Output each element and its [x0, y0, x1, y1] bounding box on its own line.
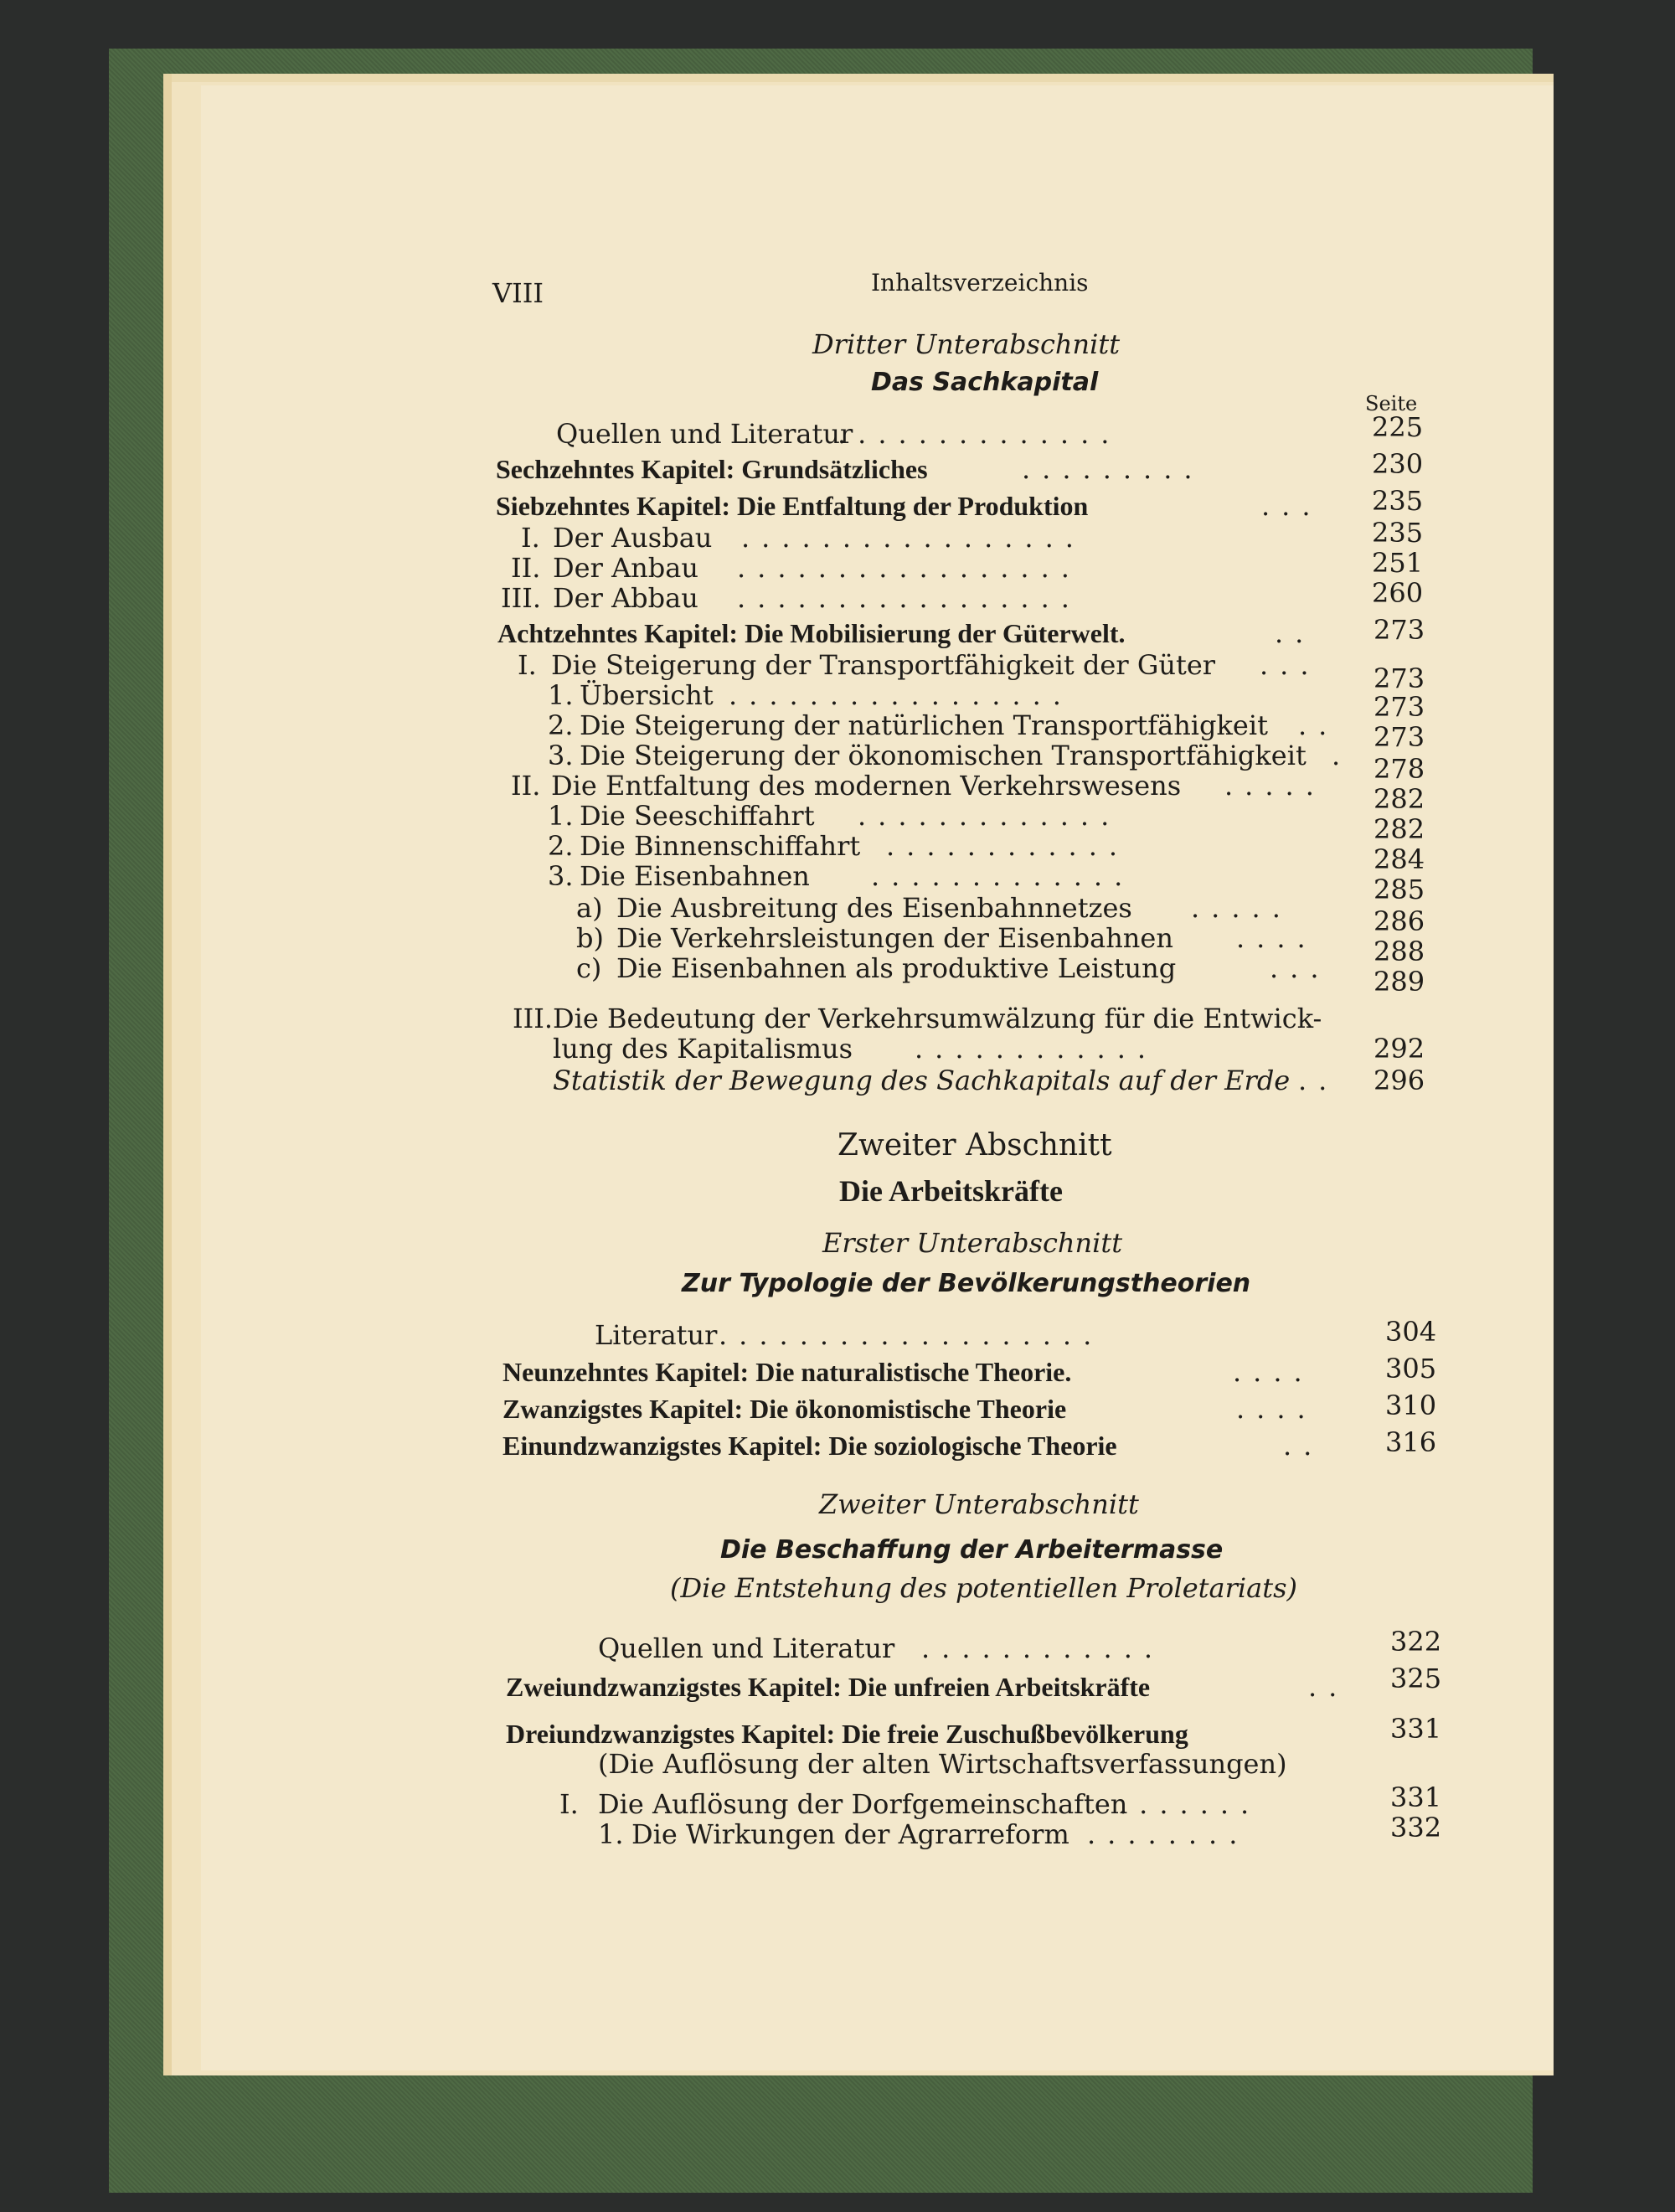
leader-dots: . [1332, 740, 1353, 771]
section-title: Die Arbeitskräfte [839, 1174, 1063, 1208]
leader-dots: ... [1270, 952, 1331, 984]
toc-entry-num: 3. [548, 860, 574, 892]
toc-entry-page: 310 [1385, 1390, 1437, 1421]
leader-dots: ................... [719, 1319, 1104, 1351]
seite-label: Seite [1365, 392, 1418, 415]
toc-entry-num: 2. [548, 709, 574, 741]
toc-chapter-label: Siebzehntes Kapitel: Die Entfaltung der Produktion [496, 491, 1089, 521]
toc-chapter-label: Zwanzigstes Kapitel: Die ökonomistische Theorie [502, 1394, 1067, 1424]
toc-entry-label: (Die Auflösung der alten Wirtschaftsverfassungen) [598, 1748, 1287, 1780]
toc-entry-page: 331 [1390, 1713, 1442, 1745]
toc-entry-num: I. [521, 522, 540, 554]
leader-dots: ..... [1224, 770, 1326, 802]
toc-entry-label: Der Anbau [553, 552, 698, 584]
toc-entry-label: Quellen und Literatur [556, 418, 853, 450]
toc-entry-label: Die Wirkungen der Agrarreform [631, 1818, 1069, 1850]
toc-chapter-label: Achtzehntes Kapitel: Die Mobilisierung der Güterwelt. [497, 618, 1126, 648]
toc-entry-label: Die Steigerung der Transportfähigkeit der Güter [551, 649, 1216, 681]
toc-entry-label: Die Verkehrsleistungen der Eisenbahnen [616, 922, 1173, 954]
toc-entry-page: 292 [1374, 1033, 1425, 1065]
section-subtitle: (Die Entstehung des potentiellen Proletariats) [670, 1572, 1297, 1604]
toc-entry-label: Quellen und Literatur [598, 1632, 895, 1664]
book-page [201, 85, 1554, 2070]
running-title: Inhaltsverzeichnis [871, 269, 1089, 296]
toc-entry-num: III. [513, 1003, 554, 1034]
leader-dots: ............ [915, 1033, 1158, 1065]
toc-entry-label: Die Ausbreitung des Eisenbahnnetzes [616, 892, 1132, 924]
leader-dots: ................. [729, 679, 1073, 711]
leader-dots: ............ [886, 830, 1130, 862]
toc-entry-page: 286 [1374, 905, 1425, 937]
toc-entry-label: Die Steigerung der ökonomischen Transportfähigkeit [580, 740, 1306, 771]
toc-entry-page: 225 [1372, 411, 1424, 443]
leader-dots: ............. [858, 800, 1121, 832]
section-title: Das Sachkapital [871, 368, 1099, 397]
toc-entry-label: Die Auflösung der Dorfgemeinschaften [598, 1788, 1128, 1820]
leader-dots: .. [1275, 617, 1316, 649]
toc-entry-page: 332 [1390, 1812, 1442, 1843]
leader-dots: ................. [737, 582, 1081, 614]
toc-entry-num: III. [501, 582, 542, 614]
toc-entry-page: 304 [1385, 1316, 1437, 1348]
toc-entry-num: 3. [548, 740, 574, 771]
toc-entry-num: 1. [598, 1818, 624, 1850]
leader-dots: ........ [1087, 1818, 1250, 1850]
leader-dots: ................. [741, 522, 1085, 554]
toc-entry-num: 1. [548, 679, 574, 711]
leader-dots: ..... [1191, 892, 1292, 924]
toc-entry-page: 251 [1372, 547, 1424, 579]
toc-entry-num: a) [576, 892, 603, 924]
toc-entry-page: 273 [1374, 691, 1425, 723]
subsection-heading: Dritter Unterabschnitt [812, 328, 1121, 360]
toc-entry-page: 235 [1372, 485, 1424, 517]
toc-entry-page: 235 [1372, 517, 1424, 549]
toc-entry-page: 282 [1374, 783, 1425, 815]
leader-dots: ............. [871, 860, 1135, 892]
leader-dots: ... [1261, 490, 1322, 522]
leader-dots: ......... [1022, 453, 1204, 485]
toc-entry-num: 1. [548, 800, 574, 832]
toc-entry-page: 278 [1374, 753, 1425, 785]
toc-chapter-label: Dreiundzwanzigstes Kapitel: Die freie Zuschußbevölkerung [506, 1719, 1188, 1749]
toc-chapter-label: Zweiundzwanzigstes Kapitel: Die unfreien Arbeitskräfte [506, 1672, 1151, 1702]
toc-chapter-label: Neunzehntes Kapitel: Die naturalistische Theorie. [502, 1357, 1072, 1387]
toc-entry-page: 273 [1374, 614, 1425, 646]
toc-entry-label: Die Bedeutung der Verkehrsumwälzung für die Entwick- [553, 1003, 1322, 1034]
toc-entry-num: b) [576, 922, 604, 954]
toc-entry-page: 325 [1390, 1663, 1442, 1694]
toc-chapter-label: Einundzwanzigstes Kapitel: Die soziologische Theorie [502, 1431, 1117, 1461]
toc-entry-label: Der Ausbau [553, 522, 713, 554]
toc-entry-label: Die Steigerung der natürlichen Transportfähigkeit [580, 709, 1268, 741]
toc-entry-num: 2. [548, 830, 574, 862]
leader-dots: .. [1283, 1430, 1324, 1462]
toc-entry-num: II. [511, 770, 541, 802]
toc-entry-num: I. [518, 649, 537, 681]
leader-dots: .. [1298, 709, 1339, 741]
toc-entry-page: 284 [1374, 843, 1425, 875]
leader-dots: ............ [921, 1632, 1165, 1664]
toc-entry-page: 296 [1374, 1065, 1425, 1096]
leader-dots: ... [1260, 649, 1321, 681]
leader-dots: ................. [737, 552, 1081, 584]
toc-entry-label: Die Entfaltung des modernen Verkehrswesens [551, 770, 1182, 802]
toc-entry-page: 331 [1390, 1781, 1442, 1813]
leader-dots: .. [1308, 1671, 1349, 1703]
toc-entry-page: 273 [1374, 721, 1425, 753]
leader-dots: .... [1236, 922, 1317, 954]
leader-dots: .... [1233, 1356, 1314, 1388]
toc-entry-num: II. [511, 552, 541, 584]
toc-entry-label: Literatur [595, 1319, 718, 1351]
leader-dots: .............. [838, 418, 1121, 450]
toc-entry-label: Die Eisenbahnen als produktive Leistung [616, 952, 1177, 984]
section-heading: Zweiter Abschnitt [838, 1128, 1112, 1163]
toc-entry-page: 305 [1385, 1353, 1437, 1384]
toc-entry-page: 282 [1374, 813, 1425, 845]
toc-entry-label: Der Abbau [553, 582, 698, 614]
toc-entry-label: Die Eisenbahnen [580, 860, 810, 892]
leader-dots: .. [1298, 1065, 1339, 1096]
section-title: Die Beschaffung der Arbeitermasse [720, 1535, 1224, 1565]
page-number: VIII [492, 277, 544, 309]
toc-entry-page: 230 [1372, 448, 1424, 480]
toc-entry-label-continued: lung des Kapitalismus [553, 1033, 853, 1065]
toc-entry-label: Statistik der Bewegung des Sachkapitals auf der Erde [553, 1065, 1291, 1096]
toc-entry-label: Die Seeschiffahrt [580, 800, 815, 832]
toc-entry-page: 285 [1374, 874, 1425, 905]
toc-entry-num: I. [559, 1788, 579, 1820]
toc-entry-page: 288 [1374, 936, 1425, 967]
subsection-heading: Zweiter Unterabschnitt [819, 1488, 1139, 1520]
toc-entry-page: 289 [1374, 966, 1425, 998]
toc-entry-num: c) [576, 952, 602, 984]
toc-entry-page: 260 [1372, 577, 1424, 609]
toc-entry-page: 316 [1385, 1426, 1437, 1458]
toc-entry-label: Die Binnenschiffahrt [580, 830, 861, 862]
toc-entry-page: 322 [1390, 1626, 1442, 1658]
leader-dots: ....... [1119, 1788, 1261, 1820]
toc-chapter-label: Sechzehntes Kapitel: Grundsätzliches [496, 454, 928, 484]
subsection-title: Zur Typologie der Bevölkerungstheorien [682, 1269, 1251, 1298]
leader-dots: .... [1236, 1393, 1317, 1425]
subsection-heading: Erster Unterabschnitt [822, 1227, 1123, 1259]
toc-entry-page: 273 [1374, 663, 1425, 694]
toc-entry-label: Übersicht [580, 679, 714, 711]
